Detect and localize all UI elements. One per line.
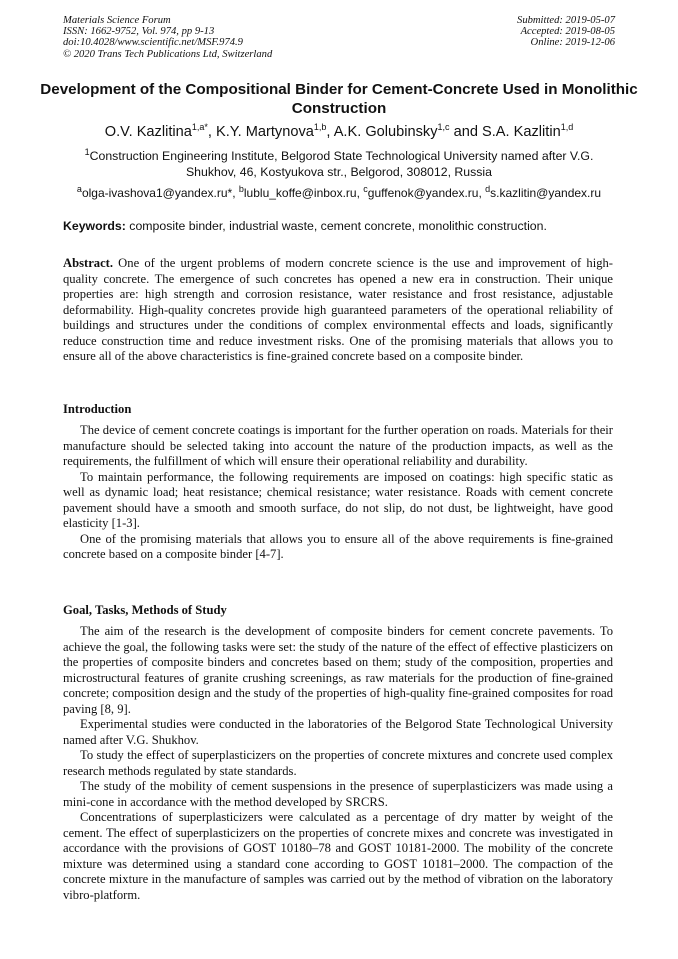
- author-name: S.A. Kazlitin: [482, 124, 561, 140]
- paragraph: Experimental studies were conducted in the laboratories of the Belgorod State Technological University named after V.G. Shukhov.: [63, 717, 613, 747]
- email-sup: b: [238, 184, 244, 194]
- paragraph: Concentrations of superplasticizers were calculated as a percentage of dry matter by weight of the cement. The effect of superplasticizers on the properties of concrete mixes and concrete was investigated in accordance with the provisions of GOST 10180–78 and GOST 10181-2000. The mobility of the concrete mixture was determined using a standard cone according to GOST 10181–2000. The compaction of the concrete mixture in the manufacture of samples was carried out by the method of vibration on the laboratory vibro-platform.: [63, 810, 613, 902]
- goal-body: [63, 624, 613, 903]
- author-separator: ,: [326, 124, 334, 140]
- author-name: O.V. Kazlitina: [104, 124, 192, 140]
- doi-line: doi:10.4028/www.scientific.net/MSF.974.9: [63, 37, 243, 49]
- email-link[interactable]: s.kazlitin@yandex.ru: [490, 186, 602, 200]
- paragraph: The device of cement concrete coatings is important for the further operation on roads. Materials for their manufacture should be selected taking into account the nature of the production impacts, as well as the requirements, the fulfillment of which will ensure their operational reliability and durability.: [63, 423, 613, 468]
- author-separator: ,: [207, 124, 216, 140]
- affiliation-sup: 1: [84, 146, 90, 157]
- author-sup: 1,a*: [191, 122, 208, 133]
- email-sup: a: [76, 184, 82, 194]
- paragraph: To study the effect of superplasticizers on the properties of concrete mixtures and concrete used complex research methods regulated by state standards.: [63, 748, 613, 778]
- abstract: [63, 256, 613, 365]
- introduction-body: [63, 423, 613, 563]
- abstract-label: Abstract.: [63, 256, 114, 270]
- email-link[interactable]: guffenok@yandex.ru,: [367, 186, 486, 200]
- author-name: K.Y. Martynova: [215, 124, 314, 140]
- author-separator: and: [449, 124, 483, 140]
- author-list: [30, 123, 648, 141]
- affiliation: [60, 146, 618, 180]
- paragraph: To maintain performance, the following requirements are imposed on coatings: high specific static as well as dynamic load; heat resistance; chemical resistance; water resistance. Roads with cement concrete pavement should have a smooth and smooth surface, do not slip, do not dust, be lightweight, have good elasticity [1-3].: [63, 469, 613, 530]
- author-sup: 1,c: [437, 122, 450, 133]
- journal-info: [63, 15, 272, 60]
- accepted-date: Accepted: 2019-08-05: [520, 26, 615, 38]
- email-sup: d: [485, 184, 491, 194]
- journal-name: Materials Science Forum: [63, 15, 171, 26]
- author-name: A.K. Golubinsky: [333, 124, 438, 140]
- email-list: [30, 186, 648, 201]
- introduction-heading: Introduction: [63, 402, 132, 416]
- keywords-label: Keywords:: [63, 219, 126, 233]
- paragraph: The aim of the research is the development of composite binders for cement concrete pavements. To achieve the goal, the following tasks were set: the study of the nature of the effect of effective plasticizers on the properties of composite binders and concretes based on them; study of the composition, properties and microstructural features of granite crushing screenings, as raw materials for the production of fine-grained concrete; composition design and the study of the properties of high-quality fine-grained composites for road paving [8, 9].: [63, 624, 613, 716]
- email-sup: c: [363, 184, 368, 194]
- paragraph: One of the promising materials that allows you to ensure all of the above requirements is fine-grained concrete based on a composite binder [4-7].: [63, 531, 613, 561]
- author-sup: 1,b: [313, 122, 327, 133]
- goal-heading: Goal, Tasks, Methods of Study: [63, 603, 227, 617]
- abstract-text: One of the urgent problems of modern concrete science is the use and improvement of high-quality concrete. The emergence of such concretes has opened a new era in construction. Their unique properties are: high strength and corrosion resistance, water resistance and frost resistance, adjustable deformability. High-quality concretes provide high guaranteed parameters of the operational reliability of buildings and structures under the conditions of complex environmental effects and loads, significantly reduce construction time and reduce investment risks. One of the promising materials that allows you to ensure all of the above characteristics is fine-grained concrete based on a composite binder.: [63, 256, 613, 363]
- affiliation-text: Construction Engineering Institute, Belgorod State Technological University named after V.G. Shukhov, 46, Kostyukova str., Belgorod, 308012, Russia: [89, 149, 594, 179]
- copyright-line: © 2020 Trans Tech Publications Ltd, Switzerland: [63, 48, 273, 60]
- email-link[interactable]: olga-ivashova1@yandex.ru*,: [81, 186, 239, 200]
- email-link[interactable]: lublu_koffe@inbox.ru,: [243, 186, 364, 200]
- dates-info: [517, 15, 615, 49]
- author-sup: 1,d: [560, 122, 574, 133]
- keywords: [63, 219, 623, 234]
- paragraph: The study of the mobility of cement suspensions in the presence of superplasticizers was made using a mini-cone in accordance with the method developed by SRCRS.: [63, 779, 613, 809]
- keywords-text: composite binder, industrial waste, cement concrete, monolithic construction.: [125, 219, 547, 233]
- submitted-date: Submitted: 2019-05-07: [517, 15, 615, 26]
- issn-line: ISSN: 1662-9752, Vol. 974, pp 9-13: [63, 26, 215, 38]
- paper-title: Development of the Compositional Binder for Cement-Concrete Used in Monolithic Construction: [40, 81, 638, 117]
- online-date: Online: 2019-12-06: [530, 37, 615, 49]
